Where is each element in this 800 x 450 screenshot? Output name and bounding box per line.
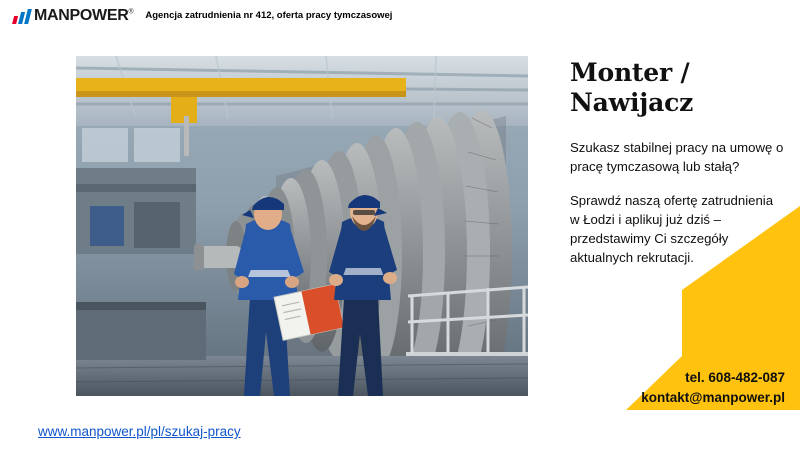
manpower-bars-icon <box>12 9 32 24</box>
logo-wordmark-text: MANPOWER <box>34 7 129 24</box>
agency-note: Agencja zatrudnienia nr 412, oferta pracy tymczasowej <box>145 10 393 21</box>
logo-trademark: ® <box>128 8 134 16</box>
job-title-line-1: Monter / <box>570 58 690 87</box>
page-title <box>570 58 785 117</box>
industrial-turbine-photo <box>76 56 528 396</box>
logo-wordmark <box>34 8 133 24</box>
contact-block <box>540 368 785 407</box>
job-title-line-2: Nawijacz <box>570 87 694 117</box>
header <box>14 8 392 24</box>
offer-text-column <box>570 58 785 283</box>
offer-paragraph-2: Sprawdź naszą ofertę zatrudnienia w Łodzi i aplikuj już dziś – przedstawimy Ci szczegóły aktualnych rekrutacji. <box>570 193 774 265</box>
contact-phone[interactable]: tel. 608-482-087 <box>685 370 785 385</box>
manpower-logo <box>14 8 133 24</box>
website-link[interactable]: www.manpower.pl/pl/szukaj-pracy <box>38 424 241 439</box>
offer-paragraph-1: Szukasz stabilnej pracy na umowę o pracę tymczasową lub stałą? <box>570 140 784 174</box>
contact-email[interactable]: kontakt@manpower.pl <box>641 389 785 405</box>
